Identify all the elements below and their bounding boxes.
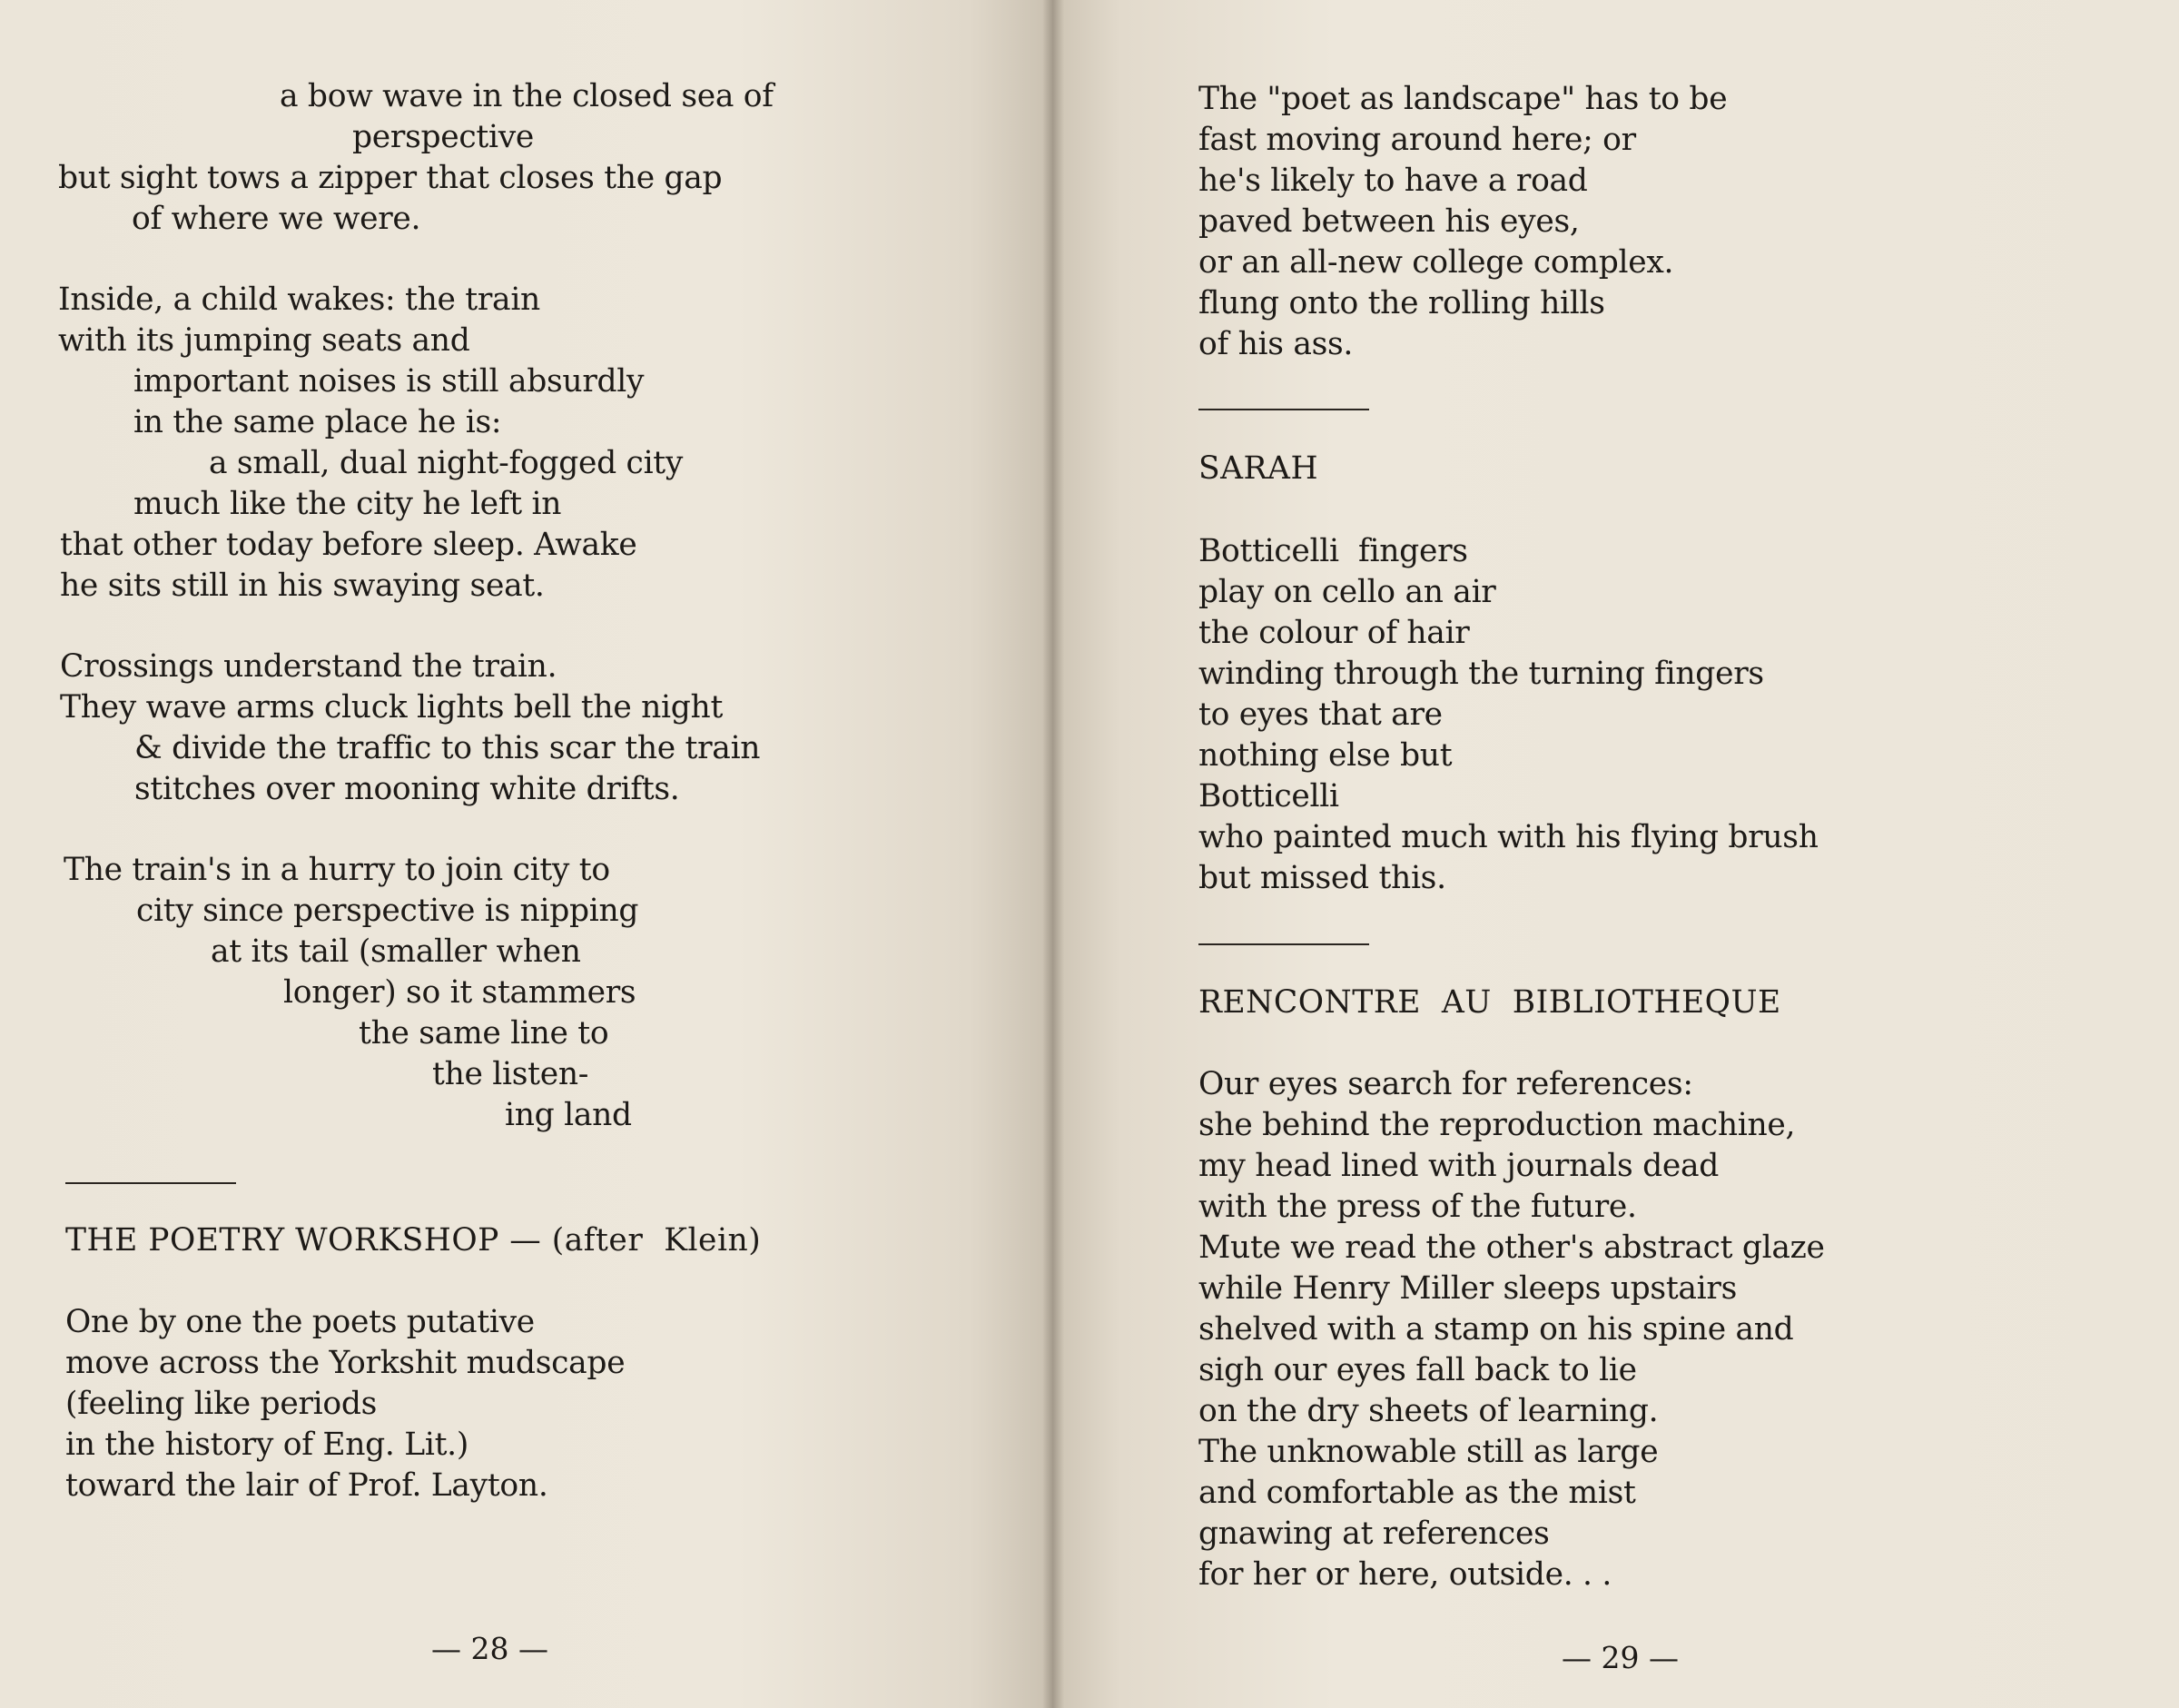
left-page: [0, 0, 1053, 1708]
poem-title: RENCONTRE AU BIBLIOTHEQUE: [1198, 984, 1781, 1021]
poem-line: & divide the traffic to this scar the train: [134, 730, 761, 766]
poem-line: that other today before sleep. Awake: [60, 527, 637, 563]
poem-line: the listen-: [432, 1056, 589, 1092]
poem-line: paved between his eyes,: [1198, 203, 1580, 240]
page-number: — 29 —: [1562, 1640, 1679, 1675]
poem-line: of where we were.: [132, 201, 421, 237]
poem-line: One by one the poets putative: [65, 1304, 535, 1340]
poem-line: for her or here, outside. . .: [1198, 1556, 1612, 1593]
poem-line: toward the lair of Prof. Layton.: [65, 1467, 548, 1504]
poem-line: nothing else but: [1198, 737, 1453, 774]
poem-line: at its tail (smaller when: [211, 933, 581, 970]
poem-line: my head lined with journals dead: [1198, 1148, 1720, 1184]
poem-line: Botticelli fingers: [1198, 533, 1468, 569]
poem-line: Inside, a child wakes: the train: [58, 281, 540, 318]
poem-line: a bow wave in the closed sea of: [280, 78, 774, 114]
poem-line: The "poet as landscape" has to be: [1198, 81, 1728, 117]
poem-line: (feeling like periods: [65, 1386, 378, 1422]
poem-line: The unknowable still as large: [1198, 1434, 1659, 1470]
poem-line: he sits still in his swaying seat.: [60, 568, 545, 604]
poem-line: Mute we read the other's abstract glaze: [1198, 1229, 1825, 1266]
poem-line: while Henry Miller sleeps upstairs: [1198, 1270, 1737, 1307]
poem-line: with the press of the future.: [1198, 1189, 1637, 1225]
poem-line: The train's in a hurry to join city to: [64, 852, 610, 888]
poem-line: gnawing at references: [1198, 1515, 1550, 1552]
poem-title: THE POETRY WORKSHOP — (after Klein): [65, 1222, 762, 1259]
section-divider: [1198, 943, 1369, 945]
poem-line: in the history of Eng. Lit.): [65, 1427, 468, 1463]
poem-line: or an all-new college complex.: [1198, 244, 1674, 281]
poem-line: a small, dual night-fogged city: [209, 445, 684, 481]
poem-line: to eyes that are: [1198, 696, 1443, 733]
poem-line: but missed this.: [1198, 860, 1446, 896]
section-divider: [1198, 409, 1369, 410]
poem-line: in the same place he is:: [133, 404, 502, 440]
section-divider: [65, 1182, 236, 1184]
poem-line: fast moving around here; or: [1198, 122, 1636, 158]
poem-line: sigh our eyes fall back to lie: [1198, 1352, 1637, 1388]
poem-line: and comfortable as the mist: [1198, 1475, 1636, 1511]
page-number: — 28 —: [431, 1631, 548, 1666]
poem-line: Crossings understand the train.: [60, 648, 557, 685]
poem-title: SARAH: [1198, 450, 1319, 487]
book-gutter: [1042, 0, 1064, 1708]
poem-line: important noises is still absurdly: [133, 363, 645, 400]
poem-line: of his ass.: [1198, 326, 1354, 362]
poem-line: with its jumping seats and: [58, 322, 470, 359]
poem-line: Our eyes search for references:: [1198, 1066, 1693, 1102]
poem-line: longer) so it stammers: [283, 974, 636, 1011]
poem-line: play on cello an air: [1198, 574, 1496, 610]
poem-line: Botticelli: [1198, 778, 1339, 815]
poem-line: perspective: [352, 119, 535, 155]
poem-line: ing land: [505, 1097, 632, 1133]
poem-line: much like the city he left in: [133, 486, 562, 522]
poem-line: but sight tows a zipper that closes the gap: [58, 160, 723, 196]
poem-line: move across the Yorkshit mudscape: [65, 1345, 626, 1381]
poem-line: stitches over mooning white drifts.: [134, 771, 680, 807]
poem-line: city since perspective is nipping: [136, 893, 639, 929]
poem-line: shelved with a stamp on his spine and: [1198, 1311, 1794, 1348]
right-page: [1053, 0, 2179, 1708]
poem-line: winding through the turning fingers: [1198, 656, 1764, 692]
poem-line: he's likely to have a road: [1198, 163, 1588, 199]
poem-line: the same line to: [359, 1015, 609, 1051]
poem-line: she behind the reproduction machine,: [1198, 1107, 1796, 1143]
poem-line: They wave arms cluck lights bell the night: [60, 689, 724, 726]
poem-line: on the dry sheets of learning.: [1198, 1393, 1659, 1429]
poem-line: who painted much with his flying brush: [1198, 819, 1819, 855]
poem-line: the colour of hair: [1198, 615, 1470, 651]
poem-line: flung onto the rolling hills: [1198, 285, 1605, 321]
